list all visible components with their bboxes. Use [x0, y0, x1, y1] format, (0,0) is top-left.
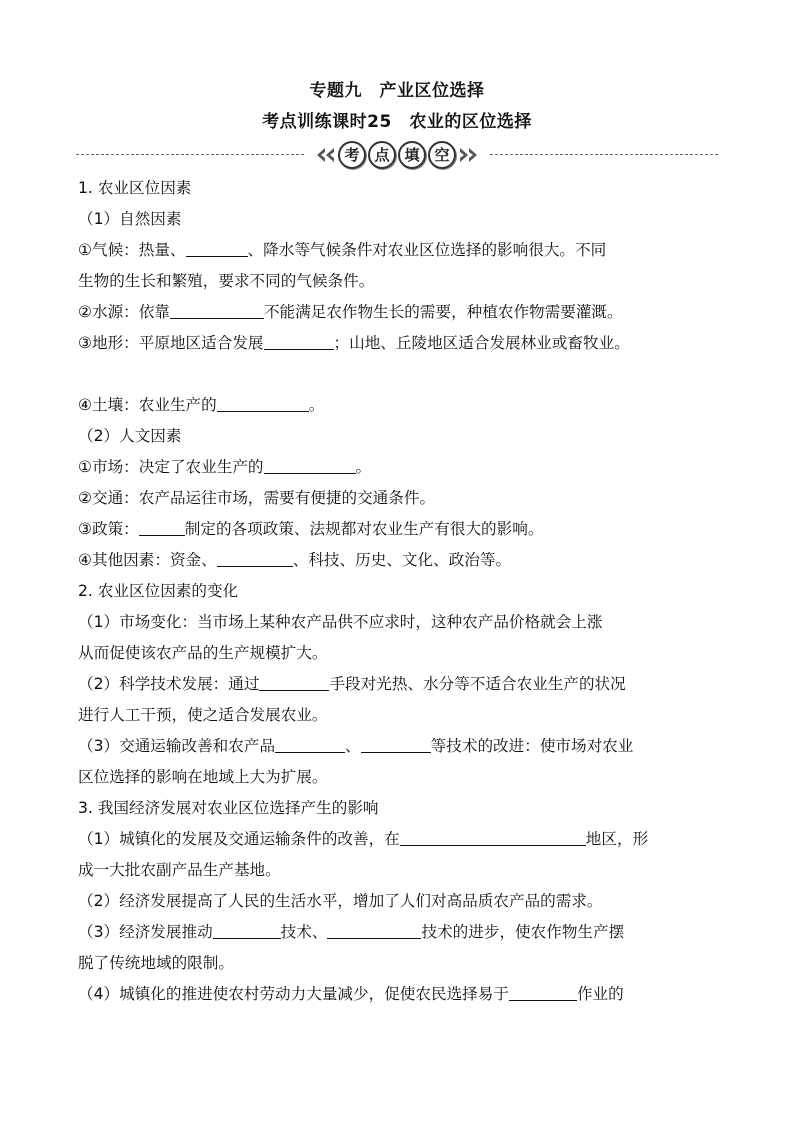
- blank-field[interactable]: [400, 827, 586, 846]
- text-segment: 作业的: [576, 985, 624, 1003]
- subsection-heading: （2）人文因素: [78, 427, 182, 445]
- policy-line: [78, 514, 724, 545]
- section-heading: 3. 我国经济发展对农业区位选择产生的影响: [78, 799, 379, 817]
- market-change-line-cont: 从而促使该农产品的生产规模扩大。: [78, 644, 328, 662]
- text-segment: 制定的各项政策、法规都对农业生产有很大的影响。: [184, 520, 544, 538]
- transport-line: ②交通：农产品运往市场，需要有便捷的交通条件。: [78, 489, 436, 507]
- text-segment: 。: [355, 458, 372, 476]
- lesson-title: 考点训练课时25 农业的区位选择: [262, 112, 532, 132]
- transport-change-line-cont: 区位选择的影响在地域上大为扩展。: [78, 768, 328, 786]
- text-segment: ；山地、丘陵地区适合发展林业或畜牧业。: [333, 334, 630, 352]
- blank-field[interactable]: [186, 238, 248, 257]
- effect1-line: [78, 824, 724, 855]
- section-heading: 2. 农业区位因素的变化: [78, 582, 239, 600]
- double-chevron-left-icon: [314, 146, 336, 164]
- text-segment: （4）城镇化的推进使农村劳动力大量减少，促使农民选择易于: [78, 985, 509, 1003]
- text-segment: （1）城镇化的发展及交通运输条件的改善，在: [78, 830, 400, 848]
- soil-line: [78, 390, 724, 421]
- effect1-line-cont: 成一大批农副产品生产基地。: [78, 861, 281, 879]
- text-segment: ①气候：热量、: [78, 241, 186, 259]
- banner-dashed-rule-right: [490, 154, 718, 155]
- section-heading: 1. 农业区位因素: [78, 179, 192, 197]
- effect3-line-cont: 脱了传统地域的限制。: [78, 954, 234, 972]
- effect2-line: （2）经济发展提高了人民的生活水平，增加了人们对高品质农产品的需求。: [78, 892, 603, 910]
- tech-line: [78, 669, 724, 700]
- banner-center: [312, 141, 482, 169]
- blank-field[interactable]: [217, 548, 293, 567]
- banner-char: 考: [338, 141, 366, 169]
- text-segment: （3）交通运输改善和农产品: [78, 737, 276, 755]
- double-chevron-right-icon: [458, 146, 480, 164]
- text-segment: 、降水等气候条件对农业区位选择的影响很大。不同: [247, 241, 607, 259]
- text-segment: 地区，形: [585, 830, 649, 848]
- blank-field[interactable]: [509, 982, 577, 1001]
- blank-field[interactable]: [139, 517, 185, 536]
- text-segment: ④土壤：农业生产的: [78, 396, 217, 414]
- section-banner: [76, 141, 718, 169]
- market-change-line: （1）市场变化：当市场上某种农产品供不应求时，这种农产品价格就会上涨: [78, 613, 603, 631]
- text-segment: 手段对光热、水分等不适合农业生产的状况: [329, 675, 626, 693]
- water-line: [78, 297, 724, 328]
- banner-dashed-rule-left: [76, 154, 304, 155]
- effect3-line: [78, 917, 724, 948]
- text-segment: ④其他因素：资金、: [78, 551, 217, 569]
- blank-field[interactable]: [259, 672, 329, 691]
- text-segment: 等技术的改进：使市场对农业: [430, 737, 634, 755]
- text-segment: 、: [345, 737, 361, 755]
- blank-field[interactable]: [264, 455, 356, 474]
- tech-line-cont: 进行人工干预，使之适合发展农业。: [78, 706, 328, 724]
- banner-label: [338, 141, 456, 169]
- blank-field[interactable]: [275, 734, 345, 753]
- text-segment: 。: [308, 396, 325, 414]
- blank-field[interactable]: [327, 920, 421, 939]
- climate-line-cont: 生物的生长和繁殖，要求不同的气候条件。: [78, 272, 375, 290]
- text-segment: 技术、: [280, 923, 328, 941]
- blank-field[interactable]: [264, 331, 334, 350]
- text-segment: （3）经济发展推动: [78, 923, 213, 941]
- blank-field[interactable]: [213, 920, 281, 939]
- text-segment: 技术的进步，使农作物生产摆: [421, 923, 625, 941]
- text-segment: 、科技、历史、文化、政治等。: [292, 551, 512, 569]
- blank-field[interactable]: [361, 734, 431, 753]
- topic-title: 专题九 产业区位选择: [309, 81, 485, 101]
- title-block: [0, 76, 794, 138]
- subsection-heading: （1）自然因素: [78, 210, 182, 228]
- text-segment: ②水源：依靠: [78, 303, 170, 321]
- text-segment: ①市场：决定了农业生产的: [78, 458, 264, 476]
- text-segment: ③政策：: [78, 520, 139, 538]
- text-segment: 不能满足农作物生长的需要，种植农作物需要灌溉。: [263, 303, 623, 321]
- text-segment: （2）科学技术发展：通过: [78, 675, 260, 693]
- effect4-line: [78, 979, 724, 1010]
- banner-char: 填: [398, 141, 426, 169]
- text-segment: ③地形：平原地区适合发展: [78, 334, 264, 352]
- blank-field[interactable]: [170, 300, 264, 319]
- terrain-line: [78, 328, 724, 359]
- transport-change-line: [78, 731, 724, 762]
- blank-field[interactable]: [217, 393, 309, 412]
- banner-char: 点: [368, 141, 396, 169]
- banner-char: 空: [428, 141, 456, 169]
- content-body: [78, 173, 724, 1010]
- climate-line: [78, 235, 724, 266]
- other-factors-line: [78, 545, 724, 576]
- market-line: [78, 452, 724, 483]
